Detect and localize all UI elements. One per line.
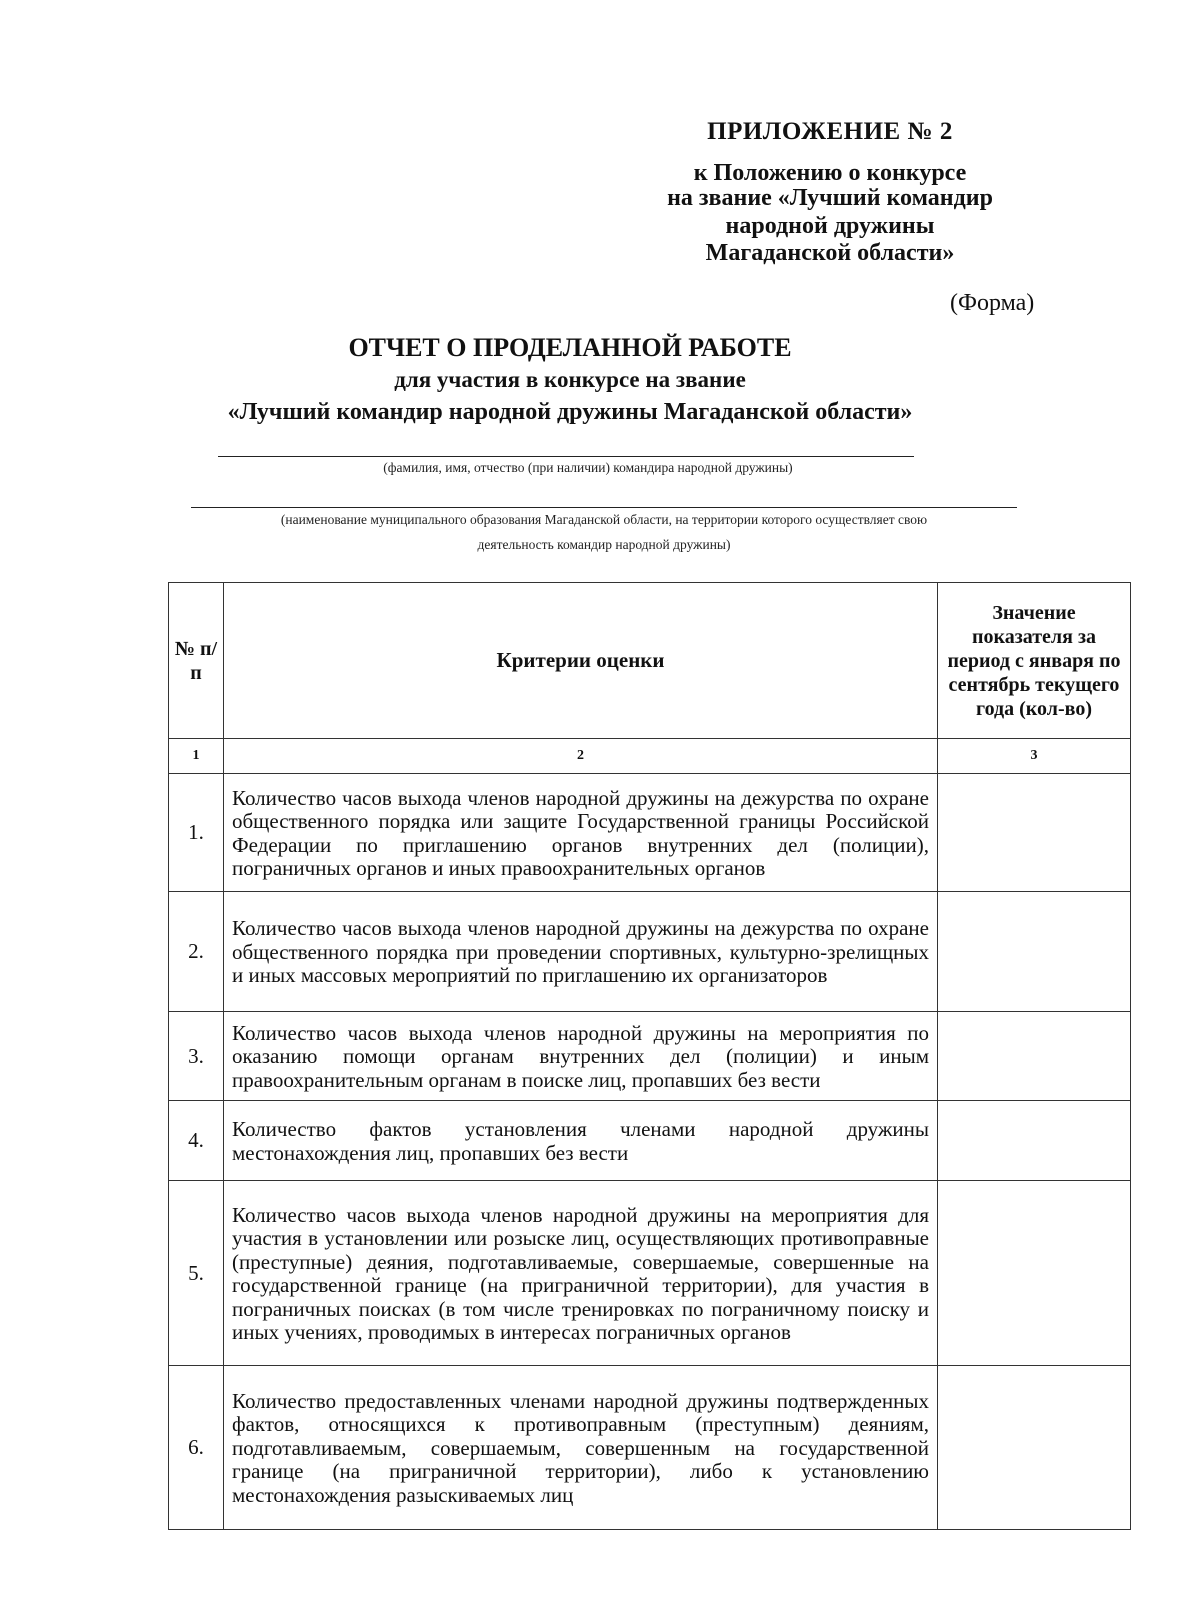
- table-row: [169, 1366, 1131, 1530]
- row-value-cell[interactable]: [938, 892, 1131, 1012]
- row-value-cell[interactable]: [938, 1366, 1131, 1530]
- report-subtitle-2: «Лучший командир народной дружины Магаданской области»: [227, 399, 913, 425]
- row-criterion: Количество часов выхода членов народной дружины на дежурства по охране общественного порядка или защите Государственной границы Российской Федерации по приглашению органов внутренних дел (полиции), пограничных органов и иных правоохранительных органов: [224, 774, 938, 892]
- row-value-cell[interactable]: [938, 1012, 1131, 1101]
- municipality-caption-1: (наименование муниципального образования Магаданской области, на территории которого осуществляет свою: [280, 512, 928, 527]
- table-row: [169, 1012, 1131, 1101]
- form-label: (Форма): [950, 290, 1035, 316]
- table-row: [169, 1101, 1131, 1181]
- row-value-cell[interactable]: [938, 1181, 1131, 1366]
- index-cell-1: 1: [169, 739, 224, 774]
- index-cell-3: 3: [938, 739, 1131, 774]
- report-title: ОТЧЕТ О ПРОДЕЛАННОЙ РАБОТЕ: [348, 333, 792, 362]
- name-caption: (фамилия, имя, отчество (при наличии) командира народной дружины): [383, 460, 793, 475]
- table-index-row: [169, 739, 1131, 774]
- header-num: № п/п: [169, 583, 224, 739]
- row-number: 1.: [169, 774, 224, 892]
- municipality-fill-line: [191, 507, 1017, 508]
- header-value: Значение показателя за период с января по сентябрь текущего года (кол-во): [938, 583, 1131, 739]
- criteria-table: [168, 582, 1131, 1530]
- row-number: 4.: [169, 1101, 224, 1181]
- name-fill-line: [218, 456, 914, 457]
- row-number: 2.: [169, 892, 224, 1012]
- table-row: [169, 1181, 1131, 1366]
- appendix-line-1: к Положению о конкурсе: [693, 160, 967, 186]
- row-value-cell[interactable]: [938, 1101, 1131, 1181]
- row-criterion: Количество часов выхода членов народной дружины на дежурства по охране общественного порядка при проведении спортивных, культурно-зрелищных и иных массовых мероприятий по приглашению их организаторов: [224, 892, 938, 1012]
- row-criterion: Количество часов выхода членов народной дружины на мероприятия для участия в установлении или розыске лиц, осуществляющих противоправные (преступные) деяния, подготавливаемые, совершаемые, совершенные на государственной границе (на приграничной территории), для участия в пограничных поисках (в том числе тренировках по пограничному поиску и иных учениях, проводимых в интересах пограничных органов: [224, 1181, 938, 1366]
- municipality-caption-2: деятельность командир народной дружины): [477, 537, 731, 552]
- row-number: 3.: [169, 1012, 224, 1101]
- table-row: [169, 774, 1131, 892]
- report-subtitle-1: для участия в конкурсе на звание: [394, 367, 746, 392]
- index-cell-2: 2: [224, 739, 938, 774]
- row-criterion: Количество предоставленных членами народной дружины подтвержденных фактов, относящихся к противоправным (преступным) деяниям, подготавливаемым, совершаемым, совершенным на государственной границе (на приграничной территории), либо к установлению местонахождения разыскиваемых лиц: [224, 1366, 938, 1530]
- appendix-line-4: Магаданской области»: [705, 240, 955, 266]
- header-criteria: Критерии оценки: [224, 583, 938, 739]
- row-number: 5.: [169, 1181, 224, 1366]
- appendix-line-3: народной дружины: [725, 213, 935, 239]
- row-number: 6.: [169, 1366, 224, 1530]
- appendix-title: ПРИЛОЖЕНИЕ № 2: [707, 118, 953, 145]
- row-criterion: Количество часов выхода членов народной дружины на мероприятия по оказанию помощи органам внутренних дел (полиции) и иным правоохранительным органам в поиске лиц, пропавших без вести: [224, 1012, 938, 1101]
- appendix-line-2: на звание «Лучший командир: [667, 185, 993, 211]
- row-value-cell[interactable]: [938, 774, 1131, 892]
- table-header-row: [169, 583, 1131, 739]
- table-row: [169, 892, 1131, 1012]
- row-criterion: Количество фактов установления членами народной дружины местонахождения лиц, пропавших без вести: [224, 1101, 938, 1181]
